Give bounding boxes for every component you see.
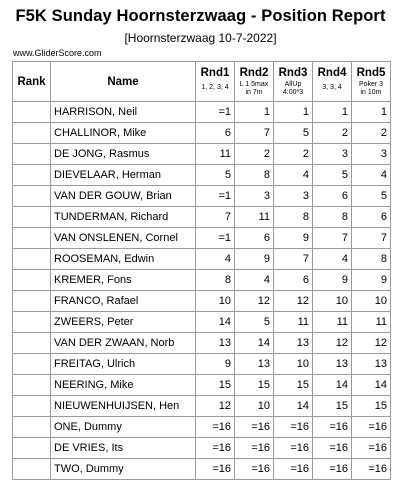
rank-cell <box>13 207 51 228</box>
pilot-name-cell: DE VRIES, Its <box>51 438 196 459</box>
rank-cell <box>13 438 51 459</box>
report-title: F5K Sunday Hoornsterzwaag - Position Report <box>15 7 386 25</box>
table-row <box>13 438 391 459</box>
round-position-cell: 6 <box>274 270 313 291</box>
round-position-cell: 5 <box>235 312 274 333</box>
round-position-cell: 6 <box>352 207 391 228</box>
rank-cell <box>13 144 51 165</box>
round-position-cell: 10 <box>313 291 352 312</box>
round-position-cell: =16 <box>352 417 391 438</box>
pilot-name-cell: VAN DER GOUW, Brian <box>51 186 196 207</box>
round-position-cell: =16 <box>235 459 274 480</box>
round-position-cell: 10 <box>235 396 274 417</box>
round-task: Poker 3 in 10m <box>358 81 384 96</box>
round-position-cell: 1 <box>235 102 274 123</box>
round-label: Rnd1 <box>200 67 230 79</box>
round-position-cell: 5 <box>196 165 235 186</box>
rank-cell <box>13 396 51 417</box>
round-position-cell: 3 <box>313 144 352 165</box>
table-row <box>13 270 391 291</box>
round-position-cell: 14 <box>196 312 235 333</box>
round-position-cell: 9 <box>313 270 352 291</box>
round-position-cell: 1 <box>313 102 352 123</box>
round-position-cell: 12 <box>235 291 274 312</box>
rank-cell <box>13 375 51 396</box>
round-position-cell: 7 <box>274 249 313 270</box>
round-position-cell: 14 <box>274 396 313 417</box>
table-row <box>13 144 391 165</box>
rank-cell <box>13 333 51 354</box>
round-position-cell: =16 <box>313 459 352 480</box>
table-row <box>13 228 391 249</box>
table-row <box>13 186 391 207</box>
round-position-cell: 14 <box>313 375 352 396</box>
rank-header: Rank <box>13 62 51 102</box>
rank-cell <box>13 249 51 270</box>
round-position-cell: 8 <box>313 207 352 228</box>
round-position-cell: 10 <box>274 354 313 375</box>
pilot-name-cell: VAN DER ZWAAN, Norb <box>51 333 196 354</box>
round-position-cell: 1 <box>274 102 313 123</box>
round-position-cell: 13 <box>235 354 274 375</box>
name-header: Name <box>51 62 196 102</box>
table-row <box>13 417 391 438</box>
round-position-cell: 15 <box>235 375 274 396</box>
round-header <box>274 62 313 102</box>
round-position-cell: 8 <box>352 249 391 270</box>
round-position-cell: 7 <box>235 123 274 144</box>
pilot-name-cell: NEERING, Mike <box>51 375 196 396</box>
round-position-cell: 4 <box>196 249 235 270</box>
pilot-name-cell: ONE, Dummy <box>51 417 196 438</box>
round-task: L 1 5max in 7m <box>239 81 269 96</box>
table-row <box>13 375 391 396</box>
round-position-cell: 4 <box>352 165 391 186</box>
pilot-name-cell: HARRISON, Neil <box>51 102 196 123</box>
pilot-name-cell: FRANCO, Rafael <box>51 291 196 312</box>
pilot-name-cell: ROOSEMAN, Edwin <box>51 249 196 270</box>
table-row <box>13 249 391 270</box>
pilot-name-cell: DIEVELAAR, Herman <box>51 165 196 186</box>
table-row <box>13 207 391 228</box>
round-position-cell: 8 <box>274 207 313 228</box>
round-position-cell: 4 <box>313 249 352 270</box>
round-label: Rnd2 <box>239 67 269 79</box>
round-position-cell: 8 <box>235 165 274 186</box>
pilot-name-cell: TUNDERMAN, Richard <box>51 207 196 228</box>
rank-cell <box>13 312 51 333</box>
round-position-cell: 8 <box>196 270 235 291</box>
round-position-cell: =16 <box>274 438 313 459</box>
round-position-cell: 12 <box>352 333 391 354</box>
pilot-name-cell: ZWEERS, Peter <box>51 312 196 333</box>
rank-cell <box>13 354 51 375</box>
round-task: 1, 2, 3, 4 <box>201 84 229 91</box>
round-position-cell: 11 <box>352 312 391 333</box>
rank-cell <box>13 291 51 312</box>
round-position-cell: =16 <box>352 438 391 459</box>
table-row <box>13 354 391 375</box>
round-position-cell: 7 <box>313 228 352 249</box>
round-position-cell: 12 <box>274 291 313 312</box>
table-row <box>13 333 391 354</box>
round-position-cell: =16 <box>274 459 313 480</box>
round-position-cell: 5 <box>313 165 352 186</box>
round-position-cell: 11 <box>196 144 235 165</box>
round-position-cell: 12 <box>196 396 235 417</box>
round-position-cell: 2 <box>313 123 352 144</box>
table-row <box>13 396 391 417</box>
round-position-cell: 4 <box>235 270 274 291</box>
round-position-cell: 15 <box>196 375 235 396</box>
round-position-cell: =16 <box>313 417 352 438</box>
position-table <box>12 61 391 480</box>
round-position-cell: =1 <box>196 228 235 249</box>
site-url: www.GliderScore.com <box>13 48 102 58</box>
round-position-cell: 7 <box>352 228 391 249</box>
round-position-cell: =16 <box>274 417 313 438</box>
pilot-name-cell: VAN ONSLENEN, Cornel <box>51 228 196 249</box>
round-position-cell: =16 <box>196 459 235 480</box>
rank-cell <box>13 459 51 480</box>
round-header <box>313 62 352 102</box>
pilot-name-cell: KREMER, Fons <box>51 270 196 291</box>
round-position-cell: 15 <box>352 396 391 417</box>
round-position-cell: 1 <box>352 102 391 123</box>
rank-cell <box>13 165 51 186</box>
round-position-cell: 13 <box>196 333 235 354</box>
round-position-cell: =16 <box>352 459 391 480</box>
round-position-cell: 9 <box>352 270 391 291</box>
round-position-cell: 11 <box>313 312 352 333</box>
round-task: 3, 3, 4 <box>322 84 342 91</box>
table-row <box>13 165 391 186</box>
round-position-cell: 7 <box>196 207 235 228</box>
round-position-cell: 5 <box>352 186 391 207</box>
round-position-cell: 3 <box>235 186 274 207</box>
round-position-cell: 9 <box>196 354 235 375</box>
pilot-name-cell: CHALLINOR, Mike <box>51 123 196 144</box>
round-position-cell: 9 <box>235 249 274 270</box>
round-header <box>196 62 235 102</box>
round-position-cell: 12 <box>313 333 352 354</box>
round-position-cell: 6 <box>196 123 235 144</box>
rank-cell <box>13 186 51 207</box>
round-position-cell: 10 <box>352 291 391 312</box>
round-position-cell: 11 <box>235 207 274 228</box>
round-position-cell: 14 <box>352 375 391 396</box>
rank-cell <box>13 417 51 438</box>
table-row <box>13 312 391 333</box>
round-position-cell: =16 <box>196 417 235 438</box>
round-position-cell: 2 <box>235 144 274 165</box>
table-row <box>13 123 391 144</box>
round-position-cell: 4 <box>274 165 313 186</box>
pilot-name-cell: NIEUWENHUIJSEN, Hen <box>51 396 196 417</box>
rank-cell <box>13 270 51 291</box>
pilot-name-cell: FREITAG, Ulrich <box>51 354 196 375</box>
round-label: Rnd5 <box>356 67 386 79</box>
rank-cell <box>13 123 51 144</box>
round-header <box>235 62 274 102</box>
round-position-cell: 9 <box>274 228 313 249</box>
table-row <box>13 291 391 312</box>
table-row <box>13 102 391 123</box>
round-position-cell: 11 <box>274 312 313 333</box>
round-position-cell: 13 <box>274 333 313 354</box>
round-position-cell: =16 <box>313 438 352 459</box>
round-header <box>352 62 391 102</box>
round-position-cell: 13 <box>352 354 391 375</box>
round-label: Rnd3 <box>278 67 308 79</box>
round-label: Rnd4 <box>317 67 347 79</box>
pilot-name-cell: DE JONG, Rasmus <box>51 144 196 165</box>
round-position-cell: =16 <box>196 438 235 459</box>
round-task: AllUp 4:00*3 <box>282 81 304 96</box>
round-position-cell: 3 <box>352 144 391 165</box>
rank-cell <box>13 102 51 123</box>
round-position-cell: 2 <box>352 123 391 144</box>
round-position-cell: 5 <box>274 123 313 144</box>
pilot-name-cell: TWO, Dummy <box>51 459 196 480</box>
rank-cell <box>13 228 51 249</box>
round-position-cell: 10 <box>196 291 235 312</box>
round-position-cell: 15 <box>274 375 313 396</box>
round-position-cell: 15 <box>313 396 352 417</box>
table-row <box>13 459 391 480</box>
round-position-cell: 2 <box>274 144 313 165</box>
round-position-cell: 6 <box>313 186 352 207</box>
round-position-cell: 14 <box>235 333 274 354</box>
table-header-row <box>13 62 391 102</box>
round-position-cell: 3 <box>274 186 313 207</box>
round-position-cell: =1 <box>196 186 235 207</box>
round-position-cell: 6 <box>235 228 274 249</box>
round-position-cell: 13 <box>313 354 352 375</box>
round-position-cell: =16 <box>235 417 274 438</box>
round-position-cell: =16 <box>235 438 274 459</box>
round-position-cell: =1 <box>196 102 235 123</box>
report-subtitle: [Hoornsterzwaag 10-7-2022] <box>124 31 277 45</box>
